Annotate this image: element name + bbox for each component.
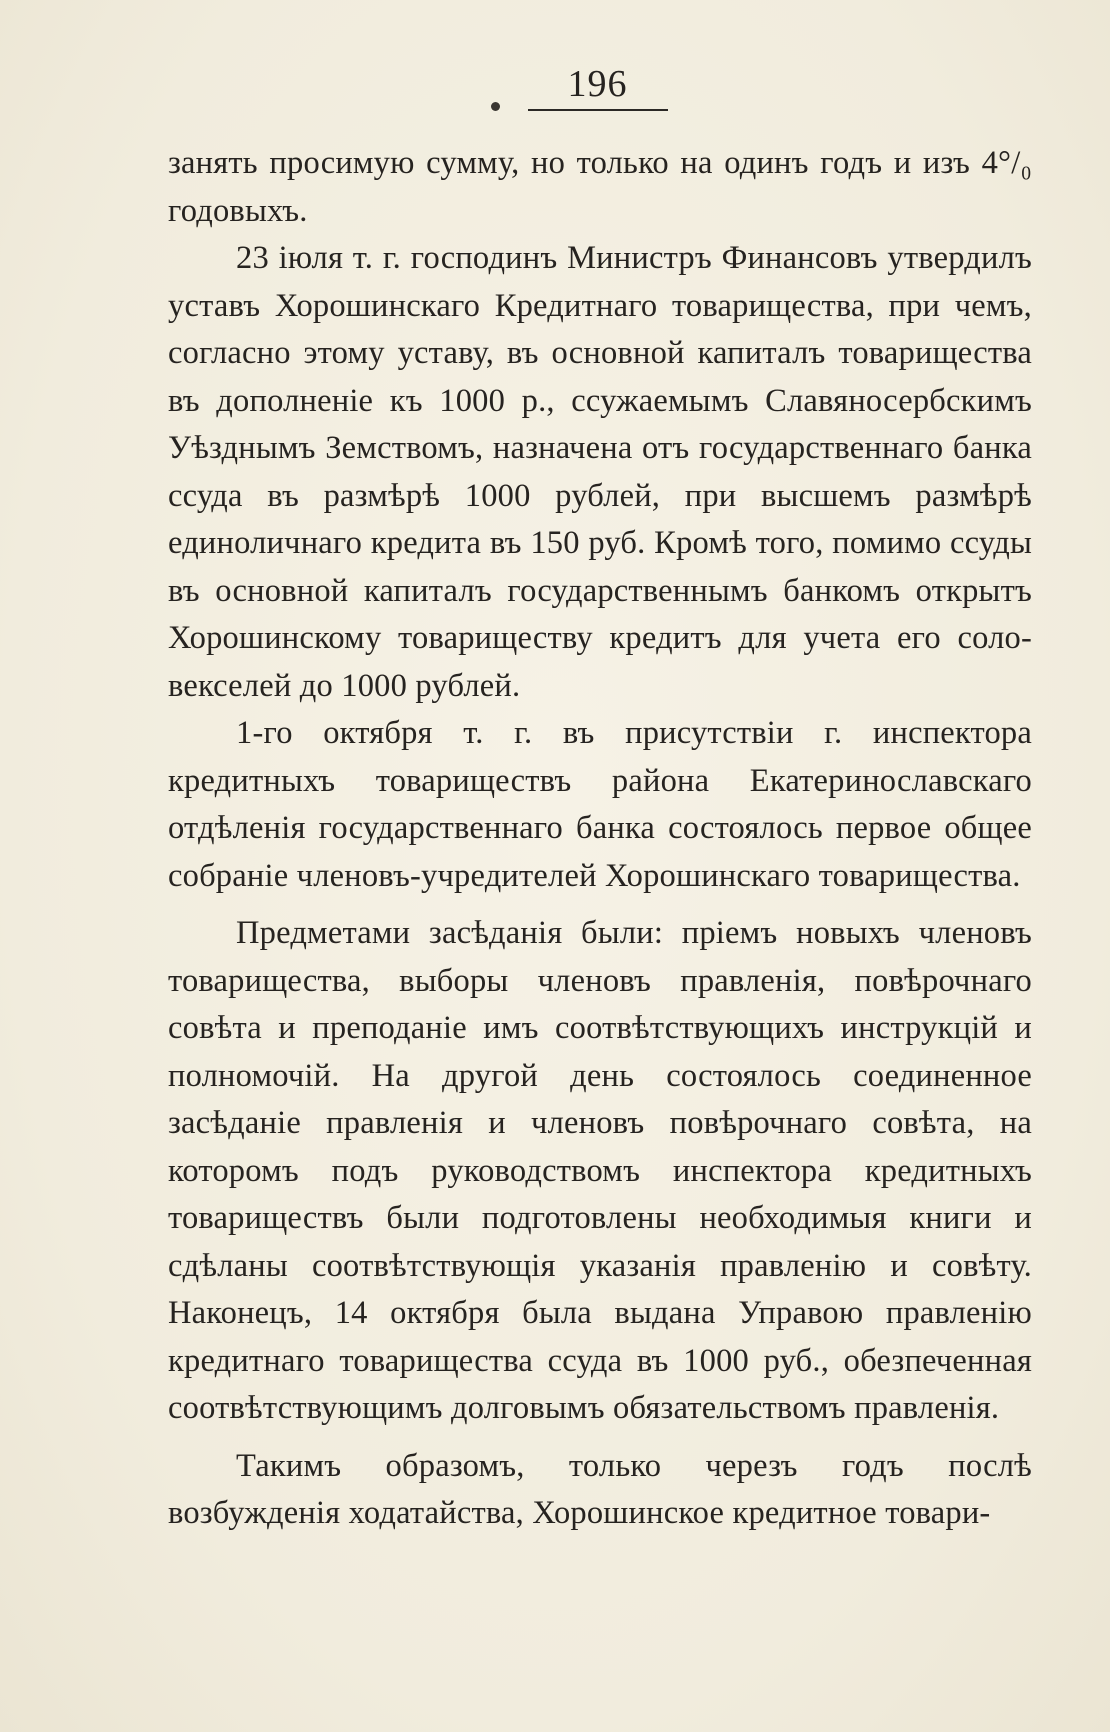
ink-blot	[491, 102, 500, 111]
page-header	[0, 62, 1110, 112]
paragraph-first-meeting: 1-го октября т. г. въ присутствіи г. инспектора кредитныхъ товариществъ района Екатеринославскаго отдѣленія государственнаго банка состоялось первое общее собраніе членовъ-учредителей Хорошинскаго товарищества.	[168, 715, 1032, 894]
paragraph-meeting-agenda: Предметами засѣданія были: пріемъ новыхъ членовъ товарищества, выборы членовъ правленія, повѣрочнаго совѣта и преподаніе имъ соотвѣтствующихъ инструкцій и полномочій. На другой день состоялось соединенное засѣданіе правленія и членовъ повѣрочнаго совѣта, на которомъ подъ руководствомъ инспектора кредитныхъ товариществъ были подготовлены необходимыя книги и сдѣланы соотвѣтствующія указанія правленію и совѣту. Наконецъ, 14 октября была выдана Управою правленію кредитнаго товарищества ссуда въ 1000 руб., обезпеченная соотвѣтствующимъ долговымъ обязательствомъ правленія.	[168, 915, 1032, 1426]
paragraph-conclusion: Такимъ образомъ, только черезъ годъ послѣ возбужденія ходатайства, Хорошинское кредитное товари-	[168, 1447, 1032, 1531]
page-text	[168, 140, 1032, 1538]
paragraph-charter-approval: 23 іюля т. г. господинъ Министръ Финансовъ утвердилъ уставъ Хорошинскаго Кредитнаго товарищества, при чемъ, согласно этому уставу, въ основной капиталъ товарищества въ дополненіе къ 1000 р., ссужаемымъ Славяносербскимъ Уѣзднымъ Земствомъ, назначена отъ государственнаго банка ссуда въ размѣрѣ 1000 рублей, при высшемъ размѣрѣ единоличнаго кредита въ 150 руб. Кромѣ того, помимо ссуды въ основной капиталъ государственнымъ банкомъ открытъ Хорошинскому товариществу кредитъ для учета его соло-векселей до 1000 рублей.	[168, 240, 1032, 704]
paragraph-continuation: занять просимую сумму, но только на одинъ годъ и изъ 4°/₀ годовыхъ.	[168, 145, 1032, 229]
header-rule	[528, 109, 668, 111]
page-number: 196	[567, 63, 628, 105]
